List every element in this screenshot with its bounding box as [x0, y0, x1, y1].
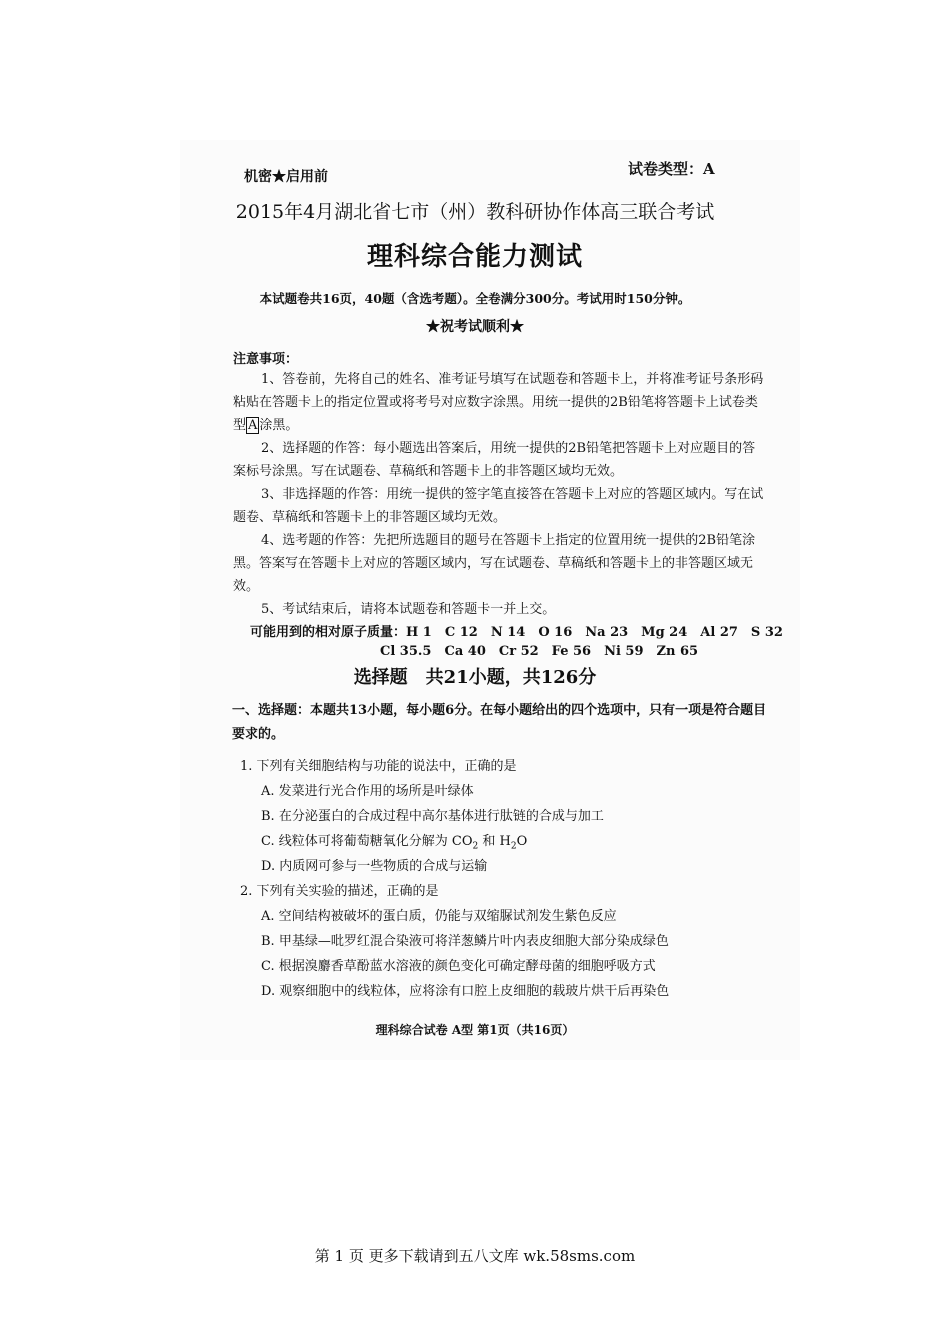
paper-type-label: 试卷类型：A — [628, 160, 715, 178]
note-item-2: 2、选择题的作答：每小题选出答案后，用统一提供的2B铅笔把答题卡上对应题目的答案标号涂黑。写在试题卷、草稿纸和答题卡上的非答题区域均无效。 — [233, 441, 756, 479]
question-2-option-c: C. 根据溴麝香草酚蓝水溶液的颜色变化可确定酵母菌的细胞呼吸方式 — [261, 959, 656, 974]
note-item-4: 4、选考题的作答：先把所选题目的题号在答题卡上指定的位置用统一提供的2B铅笔涂黑。答案写在答题卡上对应的答题区域内，写在试题卷、草稿纸和答题卡上的非答题区域无效。 — [233, 533, 756, 594]
note-item-1-end: 涂黑。 — [259, 418, 299, 433]
option-c-sub-1: 2 — [472, 841, 479, 852]
blessing: ★祝考试顺利★ — [426, 319, 524, 335]
option-c-suffix: O — [516, 834, 528, 849]
paper-type-box: A — [248, 418, 258, 433]
question-2-option-d: D. 观察细胞中的线粒体，应将涂有口腔上皮细胞的载玻片烘干后再染色 — [261, 984, 670, 999]
question-2-option-a: A. 空间结构被破坏的蛋白质，仍能与双缩脲试剂发生紫色反应 — [261, 909, 617, 924]
atomic-mass-line-1: 可能用到的相对原子质量：H 1 C 12 N 14 O 16 Na 23 Mg 24 Al 27 S 32 — [250, 625, 783, 640]
notes-heading: 注意事项： — [233, 352, 299, 367]
exam-info: 本试题卷共16页，40题（含选考题）。全卷满分300分。考试用时150分钟。 — [259, 291, 691, 306]
note-item-3: 3、非选择题的作答：用统一提供的签字笔直接答在答题卡上对应的答题区域内。写在试题卷、草稿纸和答题卡上的非答题区域均无效。 — [233, 487, 764, 525]
confidential-label: 机密★启用前 — [244, 169, 328, 185]
atomic-mass-line-2: Cl 35.5 Ca 40 Cr 52 Fe 56 Ni 59 Zn 65 — [380, 644, 699, 659]
section-title: 选择题 共21小题，共126分 — [353, 667, 597, 688]
question-2-stem: 2. 下列有关实验的描述，正确的是 — [240, 884, 439, 899]
option-c-sub-2: 2 — [510, 841, 517, 852]
note-item-1 — [233, 368, 767, 437]
option-c-prefix: C. 线粒体可将葡萄糖氧化分解为 CO — [261, 834, 473, 849]
question-2-option-b: B. 甲基绿—吡罗红混合染液可将洋葱鳞片叶内表皮细胞大部分染成绿色 — [261, 934, 669, 949]
page-footer: 理科综合试卷 A型 第1页（共16页） — [375, 1023, 575, 1037]
note-item-5: 5、考试结束后，请将本试题卷和答题卡一并上交。 — [261, 602, 556, 617]
main-title: 理科综合能力测试 — [366, 242, 583, 272]
option-c-mid: 和 H — [478, 834, 511, 849]
part-instructions: 一、选择题：本题共13小题，每小题6分。在每小题给出的四个选项中，只有一项是符合题目要求的。 — [232, 703, 767, 742]
question-1-option-d: D. 内质网可参与一些物质的合成与运输 — [261, 859, 488, 874]
exam-title: 2015年4月湖北省七市（州）教科研协作体高三联合考试 — [235, 201, 715, 223]
question-1-option-b: B. 在分泌蛋白的合成过程中高尔基体进行肽链的合成与加工 — [261, 809, 604, 824]
note-item-1-text: 1、答卷前，先将自己的姓名、准考证号填写在试题卷和答题卡上，并将准考证号条形码粘贴在答题卡上的指定位置或将考号对应数字涂黑。用统一提供的2B铅笔将答题卡上试卷类型 — [233, 372, 764, 433]
question-1-option-c — [261, 830, 527, 852]
site-footer: 第 1 页 更多下载请到五八文库 wk.58sms.com — [314, 1247, 636, 1265]
question-1-option-a: A. 发菜进行光合作用的场所是叶绿体 — [261, 784, 474, 799]
question-1-stem: 1. 下列有关细胞结构与功能的说法中，正确的是 — [240, 759, 517, 774]
